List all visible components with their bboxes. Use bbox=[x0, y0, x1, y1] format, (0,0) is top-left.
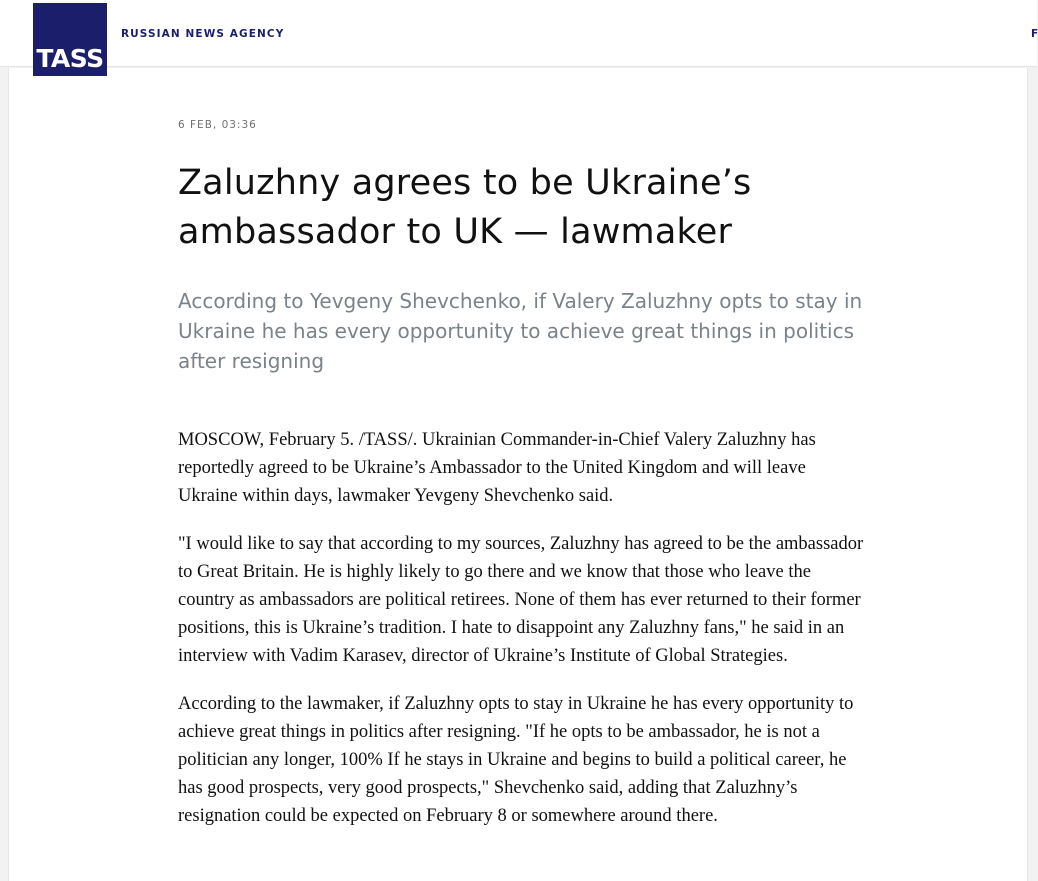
article-body bbox=[178, 426, 868, 850]
article-paragraph: "I would like to say that according to my sources, Zaluzhny has agreed to be the ambassador to Great Britain. He is highly likely to go there and we know that those who leave the country as ambassadors are political retirees. None of them has ever returned to their former positions, this is Ukraine’s tradition. I hate to disappoint any Zaluzhny fans," he said in an interview with Vadim Karasev, director of Ukraine’s Institute of Global Strategies. bbox=[178, 534, 864, 666]
tass-logo[interactable] bbox=[33, 3, 107, 76]
article-headline: Zaluzhny agrees to be Ukraine’s ambassador to UK — lawmaker bbox=[178, 163, 752, 252]
header-nav-item-cutoff[interactable]: F bbox=[1031, 28, 1038, 40]
agency-name[interactable]: RUSSIAN NEWS AGENCY bbox=[121, 28, 285, 40]
tass-logo-text: TASS bbox=[36, 44, 104, 73]
article-paragraph: According to the lawmaker, if Zaluzhny opts to stay in Ukraine he has every opportunity to achieve great things in politics after resigning. "If he opts to be ambassador, he is not a politician any longer, 100% If he stays in Ukraine and begins to build a political career, he has good prospects, very good prospects," Shevchenko said, adding that Zaluzhny’s resignation could be expected on February 8 or somewhere around there. bbox=[178, 694, 854, 826]
top-header-bar bbox=[0, 0, 1037, 67]
article-lead: According to Yevgeny Shevchenko, if Valery Zaluzhny opts to stay in Ukraine he has every opportunity to achieve great things in politics after resigning bbox=[178, 289, 863, 373]
article-paragraph: MOSCOW, February 5. /TASS/. Ukrainian Commander-in-Chief Valery Zaluzhny has reportedly agreed to be Ukraine’s Ambassador to the United Kingdom and will leave Ukraine within days, lawmaker Yevgeny Shevchenko said. bbox=[178, 430, 816, 506]
article-date: 6 FEB, 03:36 bbox=[178, 119, 257, 131]
